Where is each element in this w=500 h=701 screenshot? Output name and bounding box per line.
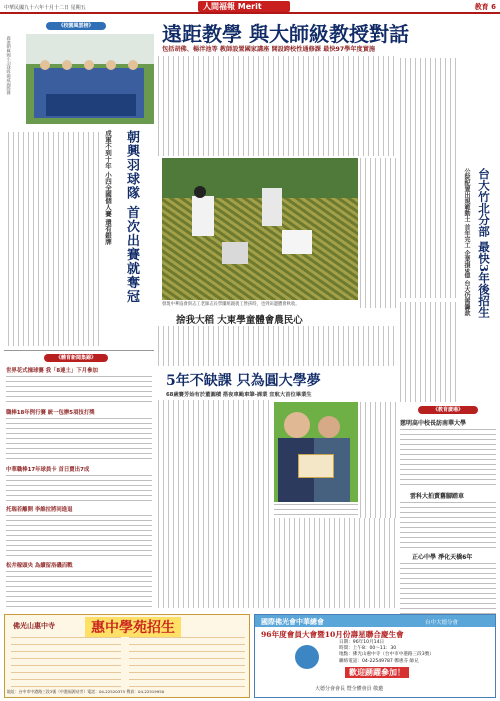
blia-date: 日期：96年10月14日 <box>339 640 385 645</box>
ntu-headline: 台大竹北分部 最快3年後招生 <box>477 168 491 319</box>
graduate-right-body <box>360 402 396 518</box>
edu-item-3-body <box>400 563 496 617</box>
edu-item-1-body <box>400 429 496 489</box>
section-label: 教育 6 <box>474 3 496 11</box>
ntu-article-body <box>400 302 460 402</box>
graduate-subhead: 68歲賽芳始有於董圓積 搭夜車颱車筆-課業 宜航大首位畢業生 <box>166 392 312 398</box>
blia-org-name: 國際佛光會中華總會 <box>261 618 324 626</box>
blia-contact: 聯絡電話：04-22549787 鄭惠芬 師兄 <box>339 658 419 664</box>
sports-briefs <box>4 350 154 612</box>
blia-ad <box>254 614 496 698</box>
rice-harvest-photo <box>162 158 358 300</box>
huizhong-schedule-right <box>129 637 245 687</box>
badminton-subhead: 成軍不到十年 小四全國個人賽 還有銀牌 <box>104 130 112 246</box>
brief-4-body <box>6 515 152 559</box>
photo-caption: 鹿港朝興國小羽球隊揚威國際賽 <box>6 36 12 95</box>
blia-emblem <box>295 645 319 669</box>
graduate-article-right <box>274 518 396 608</box>
blia-welcome: 歡迎踴躍參加！ <box>345 667 409 678</box>
edu-item-1-title: 慈明高中校長訪南華大學 <box>400 420 467 427</box>
blia-branch-name: 台中大德分會 <box>425 620 459 626</box>
edu-item-3-title: 正心中學 淨化天橋6年 <box>412 554 473 561</box>
brief-5-title: 松井稼頭央 為續留洛磯而戰 <box>6 563 73 569</box>
blia-ad-details <box>339 640 493 665</box>
edu-item-2-title: 雲科大拍賣舊腳踏車 <box>410 493 465 500</box>
brief-2-body <box>6 418 152 463</box>
brief-5-body <box>6 571 152 611</box>
blia-ad-header <box>255 615 495 627</box>
issue-date: 中華民國九十六年十月十二日 星期五 <box>4 5 86 11</box>
badminton-team-photo <box>26 34 154 124</box>
blia-time: 時間：上午8：00～11：30 <box>339 646 397 652</box>
brief-3-body <box>6 475 152 503</box>
badminton-article-body <box>8 132 100 346</box>
right-article-body <box>400 58 460 298</box>
newspaper-logo: 人間福報 Merit Times <box>198 1 290 12</box>
brief-3-title: 中華職棒17年球員卡 首日賣出7成 <box>6 467 90 473</box>
blia-location: 地點：佛光山惠中寺（台中市中港路三段3號） <box>339 652 434 658</box>
blia-ad-title: 96年度會員大會暨10月份壽星聯合慶生會 <box>261 630 404 639</box>
huizhong-temple-label: 佛光山惠中寺 <box>13 622 55 630</box>
badminton-headline: 朝興羽球隊 首次出賽就奪冠 <box>124 130 139 304</box>
huizhong-schedule-left <box>11 637 121 687</box>
huizhong-ad <box>4 614 250 698</box>
left-column <box>4 18 154 348</box>
brief-2-title: 職棒18年例行賽 統一包辦5項技打獎 <box>6 410 95 416</box>
top-story <box>158 18 409 612</box>
brief-1-body <box>6 376 152 406</box>
edu-item-2-body <box>400 502 496 550</box>
graduate-caption <box>274 504 358 516</box>
graduate-photo <box>274 402 358 502</box>
top-story-body <box>158 56 396 156</box>
huizhong-ad-footer: 地址：台中市中港路三段3號（中港福源站旁）電話：04-22520375 傳真：04-22519950 <box>7 689 165 694</box>
side-article-body <box>360 158 396 308</box>
brief-4-title: 托瑞若離開 李維拉將同進退 <box>6 507 73 513</box>
huizhong-ad-title: 惠中學苑招生 <box>85 617 181 637</box>
right-column <box>400 18 496 612</box>
rice-headline: 捨我大稻 大東學童體會農民心 <box>176 315 303 326</box>
ntu-subhead: 公院配置出規範動土 首年完工 企業損9億 台大仍需籌款 <box>463 168 470 317</box>
sports-tag: 《體育新聞集錦》 <box>44 354 108 362</box>
blia-ad-footer: 大德分會會長 暨全體會員 敬邀 <box>315 686 384 692</box>
graduate-headline: 5年不缺課 只為圓大學夢 <box>166 373 321 389</box>
masthead <box>0 0 500 22</box>
top-story-headline: 遠距教學 與大師級教授對話 <box>162 22 409 46</box>
top-story-subhead: 包括胡佛、楊泮池等 教師設置國家講座 開設跨校性通修課 最快97學年度實施 <box>162 46 376 53</box>
photo-caption-rice: 發現中華協會與志工老師志長學團組親義工營孩時，也到田邊體會秋收。 <box>162 302 300 307</box>
rice-article-body <box>158 326 396 366</box>
graduate-article-body <box>158 400 270 608</box>
brief-1-title: 世界花式撞球賽 我「8連土」下月參加 <box>6 368 98 374</box>
edu-plaza-tag: 《教育廣場》 <box>418 406 478 414</box>
campus-tag: 《校園風雲榜》 <box>46 22 106 30</box>
